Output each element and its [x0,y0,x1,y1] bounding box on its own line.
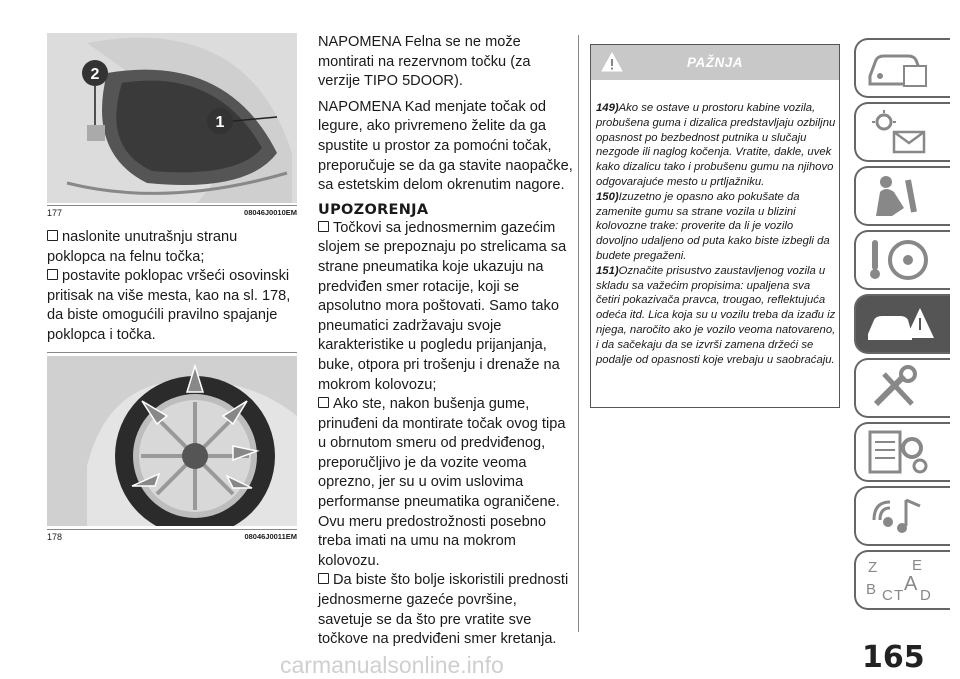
watermark: carmanualsonline.info [280,652,504,678]
warning-item [596,264,836,368]
tab-safety[interactable] [854,166,950,226]
tab-multimedia[interactable] [854,486,950,546]
figure-code: 08046J0011EM [244,532,297,541]
warning-header [591,45,839,80]
warning-box [590,44,840,408]
caption-divider [47,205,297,206]
warning-item-number: 149) [596,102,619,114]
warning-item-text: Izuzetno je opasno ako pokušate da zamenite gumu sa strane vozila u blizini kolovozne trake: proverite da li je vozilo dovoljno udaljeno od puta kako biste izbegli da budete pregaženi. [596,190,830,262]
section-divider [47,352,297,353]
warning-item-text: Ako se ostave u prostoru kabine vozila, probušena guma i dizalica predstavljaju ozbiljnu opasnost po bezbednost putnika u slučaju nezgode ili naglog kočenja. Vratite, dakle, uvek kako dizalicu tako i probušenu gumu na njihovo odgovarajuće mesto u prtljažniku. [596,102,836,188]
technical-data-icon [864,428,934,476]
figure-178-image [47,356,297,526]
bullet-text: Ako ste, nakon bušenja gume, prinuđeni da montirate točak ovog tipa u obrnutom smeru od predviđenog, preporučljivo je da vozite veoma oprezno, jer su u ovim uslovima performanse pneumatika ograničene. Ovu meru predostrožnosti posebno treba imati na umu na mokrom kolovozu. [318,396,566,569]
middle-column-text [318,33,574,650]
callout-1-label: 1 [215,114,225,131]
figure-177-caption [47,208,297,220]
bullet-text: naslonite unutrašnju stranu poklopca na felnu točka; [47,229,238,265]
bullet-icon [318,573,329,584]
maintenance-icon [864,364,934,412]
bullet-icon [318,397,329,408]
page-number: 165 [862,640,925,675]
list-item [318,571,574,649]
figure-code: 08046J0010EM [244,208,297,217]
warning-item-number: 150) [596,190,619,203]
bullet-text: postavite poklopac vršeći osovinski pritisak na više mesta, kao na sl. 178, da biste omogućili pravilno spajanje poklopca i točka. [47,268,291,343]
tab-car-overview[interactable] [854,38,950,98]
tab-index[interactable] [854,550,950,610]
list-item [318,395,574,571]
figure-177-image [47,33,297,203]
bullet-icon [47,269,58,280]
svg-text:E: E [912,557,923,574]
warning-item-text: Označite prisustvo zaustavljenog vozila u skladu sa važećim propisima: upaljena sva četiri pokazivača pravca, trougao, reflektujuća odeća itd. Lica koja su u vozilu treba da izađu iz njega, naročito ako je vozilo veoma natovareno, i da sačekaju da se izvrši zamena držeći se podalje od opasnosti koje vrebaju u saobraćaju. [596,264,836,366]
caption-divider [47,529,297,530]
warning-body [596,101,836,367]
bullet-icon [47,230,58,241]
figure-number: 177 [47,208,63,218]
tab-emergency[interactable] [854,294,950,354]
bullet-icon [318,221,329,232]
tab-warning-lights[interactable] [854,102,950,162]
list-item [318,219,574,395]
list-item [47,267,299,345]
bullet-text: Točkovi sa jednosmernim gazećim slojem se prepoznaju po strelicama sa strane pneumatika koje ukazuju na predviđen smer rotacije, koji se apsolutno mora poštovati. Samo tako pneumatici zadržavaju svoje karakteristike u pogledu prijanjanja, buke, otpora pri trošenju i drenaže na mokrom kolovozu; [318,219,567,393]
figure-number: 178 [47,532,63,542]
svg-text:A: A [904,573,918,595]
driving-icon [864,236,934,284]
left-column-text [47,228,299,346]
svg-text:T: T [894,587,904,604]
note-paragraph: NAPOMENA Felna se ne može montirati na rezervnom točku (za verzije TIPO 5DOOR). [318,34,531,90]
warning-item-number: 151) [596,264,619,277]
svg-text:Z: Z [868,559,878,576]
warning-lights-icon [864,108,934,156]
tab-driving[interactable] [854,230,950,290]
warning-title: PAŽNJA [686,55,743,70]
list-item [47,228,299,267]
svg-text:C: C [882,587,893,604]
warning-item [596,190,836,264]
multimedia-icon [864,492,934,540]
car-overview-icon [864,44,934,92]
warning-item [596,101,836,190]
index-icon [864,556,934,604]
warnings-heading: UPOZORENJA [318,201,429,218]
safety-icon [864,172,934,220]
emergency-icon [864,300,934,348]
bullet-text: Da biste što bolje iskoristili prednosti jednosmerne gazeće površine, savetuje se da što pre vratite sve točkove na predviđeni smer kretanja. [318,572,569,648]
tab-technical-data[interactable] [854,422,950,482]
svg-text:B: B [866,581,877,598]
note-paragraph: NAPOMENA Kad menjate točak od legure, ako privremeno želite da ga spustite u prostor za pomoćni točak, preporučuje se da ga stavite naopačke, sa estetskim delom okrenutim nagore. [318,98,573,194]
callout-2-label: 2 [90,66,100,83]
tab-maintenance[interactable] [854,358,950,418]
column-divider [578,35,579,632]
svg-text:D: D [920,587,931,604]
figure-178-caption [47,532,297,544]
